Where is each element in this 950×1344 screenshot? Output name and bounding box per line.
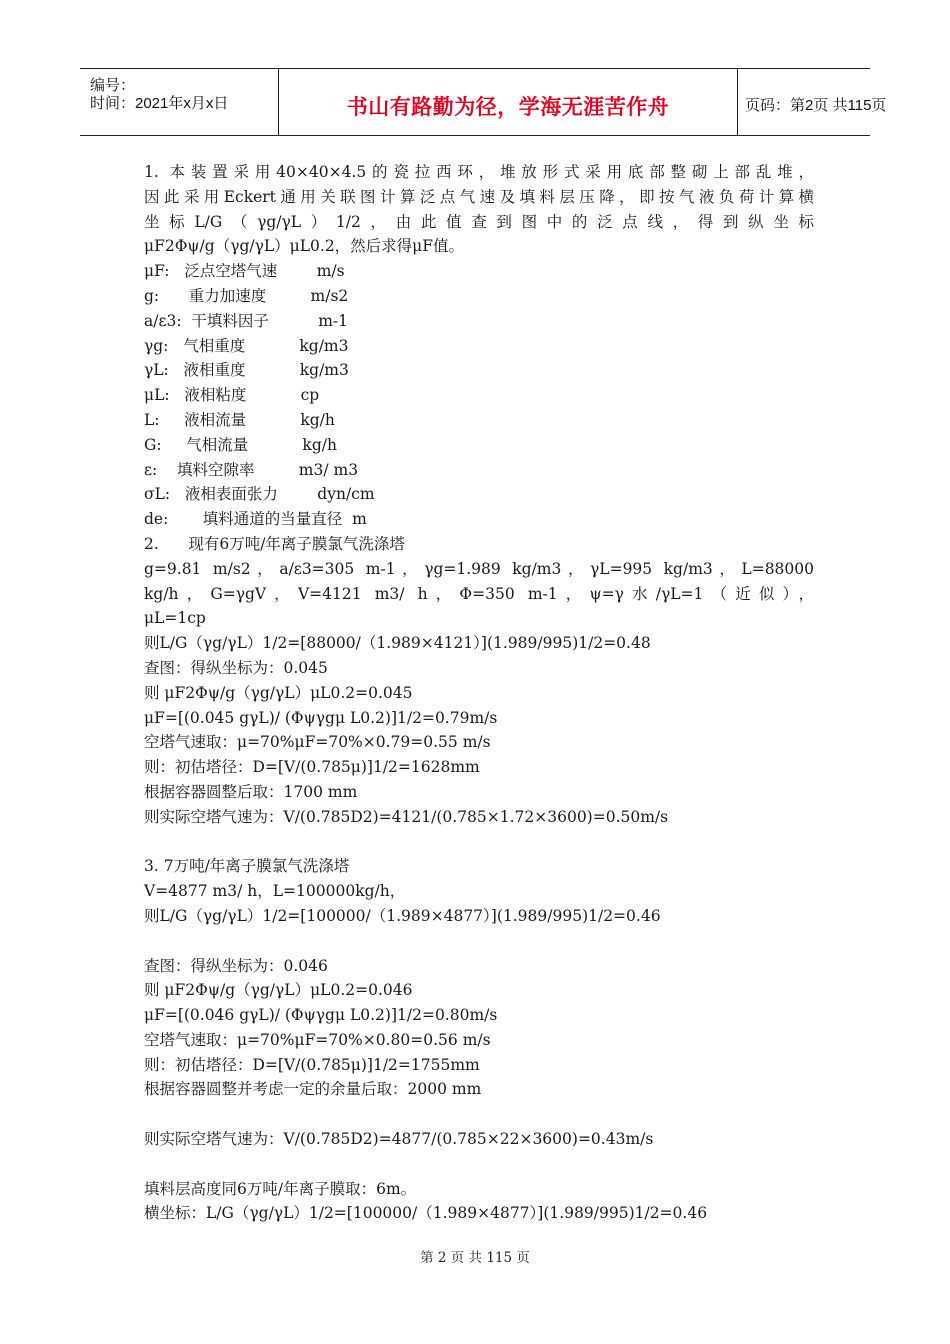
text-line: a/ε3: 干填料因子 m-1 bbox=[144, 311, 348, 330]
text-line: μF=[(0.045 gγL)/ (Φψγgμ L0.2)]1/2=0.79m/s bbox=[144, 708, 498, 727]
header-meta-cell bbox=[80, 69, 278, 135]
text-line: 查图：得纵坐标为：0.045 bbox=[144, 658, 328, 677]
blank-line bbox=[144, 1152, 814, 1177]
text-line: L: 液相流量 kg/h bbox=[144, 410, 335, 429]
text-line: ε: 填料空隙率 m3/ m3 bbox=[144, 460, 359, 479]
text-line: 则实际空塔气速为：V/(0.785D2)=4121/(0.785×1.72×3600)=0.50m/s bbox=[144, 807, 669, 826]
text-line: 则实际空塔气速为：V/(0.785D2)=4877/(0.785×22×3600)=0.43m/s bbox=[144, 1130, 654, 1149]
page-header bbox=[80, 68, 887, 136]
text-line: de: 填料通道的当量直径 m bbox=[144, 510, 367, 529]
text-line: γg: 气相重度 kg/m3 bbox=[144, 336, 349, 355]
header-page-number: 页码：第2页 共115页 bbox=[745, 97, 887, 114]
motto-text: 书山有路勤为径，学海无涯苦作舟 bbox=[346, 95, 670, 119]
text-line: 则 μF2Φψ/g（γg/γL）μL0.2=0.045 bbox=[144, 683, 413, 702]
text-line: 空塔气速取：μ=70%μF=70%×0.80=0.56 m/s bbox=[144, 1030, 491, 1049]
text-line: G: 气相流量 kg/h bbox=[144, 435, 337, 454]
text-line: g: 重力加速度 m/s2 bbox=[144, 286, 349, 305]
text-line: μL: 液相粘度 cp bbox=[144, 386, 320, 405]
document-date: 时间：2021年x月x日 bbox=[90, 95, 229, 112]
text-line: 则：初估塔径：D=[V/(0.785μ)]1/2=1628mm bbox=[144, 758, 480, 777]
footer-page-number: 第 2 页 共 115 页 bbox=[420, 1250, 530, 1266]
text-line: 2. 现有6万吨/年离子膜氯气洗涤塔 bbox=[144, 534, 405, 553]
document-body bbox=[144, 160, 814, 1226]
text-line: σL: 液相表面张力 dyn/cm bbox=[144, 485, 375, 504]
text-line: 坐标L/G（γg/γL）1/2，由此值查到图中的泛点线，得到纵坐标 bbox=[144, 212, 814, 231]
text-line: 填料层高度同6万吨/年离子膜取：6m。 bbox=[144, 1179, 417, 1198]
text-line: 查图：得纵坐标为：0.046 bbox=[144, 956, 328, 975]
text-line: μF=[(0.046 gγL)/ (Φψγgμ L0.2)]1/2=0.80m/s bbox=[144, 1006, 498, 1025]
text-line: 横坐标：L/G（γg/γL）1/2=[100000/（1.989×4877）](1.989/995)1/2=0.46 bbox=[144, 1204, 708, 1223]
blank-line bbox=[144, 929, 814, 954]
text-line: g=9.81 m/s2，a/ε3=305 m-1，γg=1.989 kg/m3，γL=995 kg/m3，L=88000 bbox=[144, 559, 814, 578]
text-line: 3. 7万吨/年离子膜氯气洗涤塔 bbox=[144, 857, 350, 876]
text-line: 根据容器圆整后取：1700 mm bbox=[144, 782, 358, 801]
blank-line bbox=[144, 1102, 814, 1127]
text-line: V=4877 m3/ h，L=100000kg/h， bbox=[144, 882, 406, 901]
blank-line bbox=[144, 830, 814, 855]
text-line: γL: 液相重度 kg/m3 bbox=[144, 361, 349, 380]
text-line: 则 μF2Φψ/g（γg/γL）μL0.2=0.046 bbox=[144, 981, 413, 1000]
document-number: 编号： bbox=[90, 77, 136, 94]
text-line: 根据容器圆整并考虑一定的余量后取：2000 mm bbox=[144, 1080, 482, 1099]
text-line: 则L/G（γg/γL）1/2=[88000/（1.989×4121）](1.989/995)1/2=0.48 bbox=[144, 634, 651, 653]
text-line: 则：初估塔径：D=[V/(0.785μ)]1/2=1755mm bbox=[144, 1055, 480, 1074]
header-motto-cell bbox=[278, 69, 738, 135]
text-line: 空塔气速取：μ=70%μF=70%×0.79=0.55 m/s bbox=[144, 733, 491, 752]
text-line: kg/h，G=γgV，V=4121 m3/ h，Φ=350 m-1，ψ=γ水/γL=1（近似）， bbox=[144, 584, 814, 603]
text-line: μF2Φψ/g（γg/γL）μL0.2，然后求得μF值。 bbox=[144, 237, 465, 256]
text-line: μL=1cp bbox=[144, 609, 206, 628]
header-page-cell bbox=[737, 69, 887, 135]
text-line: 则L/G（γg/γL）1/2=[100000/（1.989×4877）](1.989/995)1/2=0.46 bbox=[144, 906, 661, 925]
text-line: μF: 泛点空塔气速 m/s bbox=[144, 262, 345, 281]
text-line: 因此采用Eckert通用关联图计算泛点气速及填料层压降，即按气液负荷计算横 bbox=[144, 187, 814, 206]
text-line: 1. 本装置采用40×40×4.5的瓷拉西环，堆放形式采用底部整砌上部乱堆， bbox=[144, 163, 814, 181]
